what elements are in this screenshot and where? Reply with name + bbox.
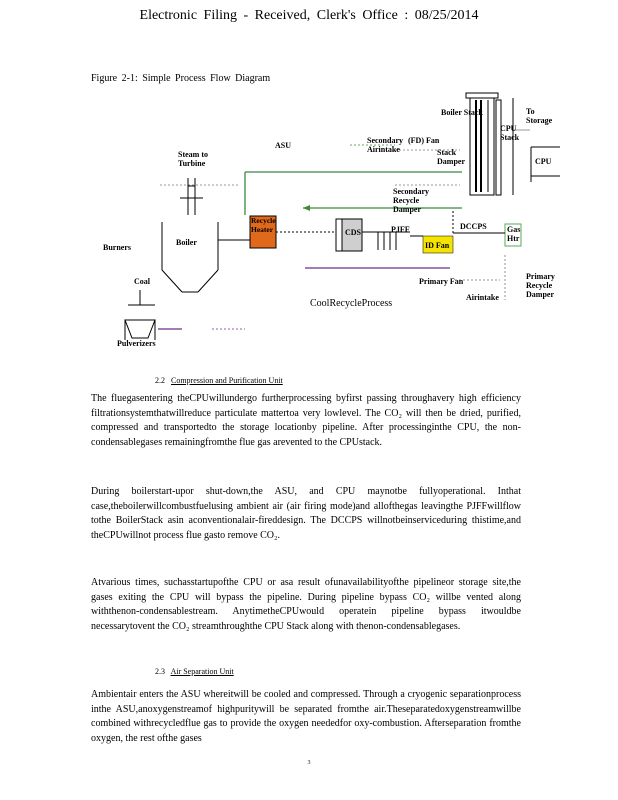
label-cds: CDS <box>345 228 362 237</box>
label-cpu-stack: CPU Stack <box>500 124 520 142</box>
section-title: Air Separation Unit <box>170 667 234 676</box>
label-asu: ASU <box>275 141 292 150</box>
label-gas-htr: Gas Htr <box>507 225 521 243</box>
paragraph: Ambientair enters the ASU whereitwill be cooled and compressed. Through a cryogenic separationprocess inthe ASU,anoxygenstreamof highpuritywill be separated fromthe air.Theseparatedoxygenstreamwillbe combined withrecycledflue gas to provide the oxygen neededfor oxy-combustion. Afterseparation fromthe oxygen, the rest ofthe gases <box>91 689 521 744</box>
section-number: 2.2 <box>155 376 165 385</box>
steam-turbine-shape <box>180 178 203 215</box>
section-heading-2-2 <box>155 376 283 385</box>
page-number: 3 <box>307 760 311 766</box>
label-pulverizers: Pulverizers <box>117 339 156 348</box>
pulverizer-shape <box>125 290 155 340</box>
pjff-shape <box>375 232 410 250</box>
label-cpu: CPU <box>535 157 552 166</box>
label-secondary-recycle-damper: Secondary Recycle Damper <box>393 187 429 214</box>
section-title: Compression and Purification Unit <box>171 376 283 385</box>
section-heading-2-3 <box>155 667 234 676</box>
process-flow-diagram <box>0 0 618 360</box>
section-number: 2.3 <box>155 667 165 676</box>
label-dccps: DCCPS <box>460 222 487 231</box>
paragraph: Atvarious times, suchasstartupofthe CPU or asa result ofunavailabilityofthe pipelineor storage site,the gases exiting the CPU will bypass the pipeline. During pipeline bypass CO₂ willbe vented along withthenon-condensablestream. AnytimetheCPUwould operatein pipeline bypass itwouldbe necessarytovent the CO₂ streamthroughthe CPU Stack along with thenon-condensablegases. <box>91 577 521 632</box>
label-to-storage: To Storage <box>526 107 553 125</box>
label-airintake: Airintake <box>466 293 499 302</box>
paragraph: The fluegasentering theCPUwillundergo furtherprocessing byfirst passing throughavery high efficiency filtrationsystemthatwillreduce particulate mattertoa very lowlevel. The CO₂ will then be dried, purified, compressed and transportedto the storage locationby pipeline. After processinginthe CPU, the non-condensablegases remainingfromthe flue gas arevented to the CPUstack. <box>91 393 521 448</box>
label-boiler-stack: Boiler Stack <box>441 108 483 117</box>
label-cool-recycle-process: CoolRecycleProcess <box>310 298 393 309</box>
label-secondary-airintake: Secondary Airintake <box>367 136 403 154</box>
label-fd-fan: (FD) Fan <box>408 136 440 145</box>
figure-title: Figure 2-1: Simple Process Flow Diagram <box>91 73 271 84</box>
label-id-fan: ID Fan <box>425 241 450 250</box>
cpu-stack-shape <box>496 100 501 195</box>
filing-header: Electronic Filing - Received, Clerk's Office : 08/25/2014 <box>139 8 479 23</box>
boiler-shape <box>162 222 250 292</box>
label-pjff: PJFF <box>391 225 410 234</box>
label-coal: Coal <box>134 277 150 286</box>
label-steam-turbine: Steam to Turbine <box>178 150 208 168</box>
label-stack-damper: Stack Damper <box>437 148 465 166</box>
label-primary-recycle-damper: Primary Recycle Damper <box>526 272 555 299</box>
label-boiler: Boiler <box>176 238 197 247</box>
label-primary-fan: Primary Fan <box>419 277 464 286</box>
label-burners: Burners <box>103 243 131 252</box>
paragraph: During boilerstart-upor shut-down,the ASU, and CPU maynotbe fullyoperational. Inthat case,theboilerwillcombustfuelusing ambient air (air firing mode)and allofthegas leavingthe PJFFwillflow tothe BoilerStack asin aconventionalair-fireddesign. The DCCPS willnotbeinserviceduring thistime,and theCPUwillnot process flue gasto remove CO₂. <box>91 486 521 541</box>
label-recycle-heater: Recycle Heater <box>251 216 276 234</box>
